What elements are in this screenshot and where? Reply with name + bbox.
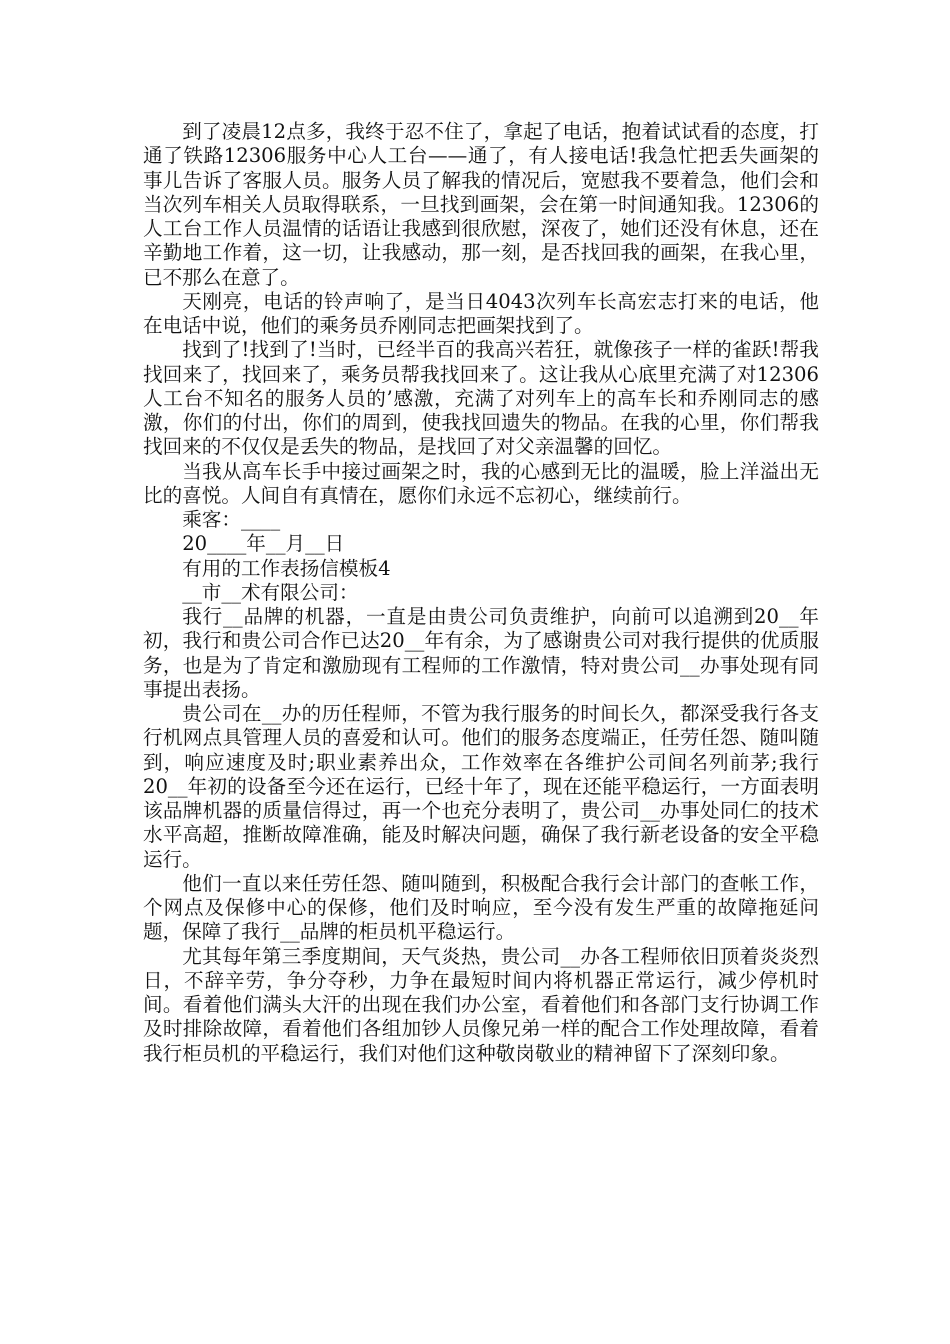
paragraph: 尤其每年第三季度期间，天气炎热，贵公司__办各工程师依旧顶着炎炎烈日，不辞辛劳，争分夺秒，力争在最短时间内将机器正常运行，减少停机时间。看着他们满头大汗的出现在我们办公室，看着他们和各部门支行协调工作及时排除故障，看着他们各组加钞人员像兄弟一样的配合工作处理故障，看着我行柜员机的平稳运行，我们对他们这种敬岗敬业的精神留下了深刻印象。	[143, 944, 819, 1065]
paragraph: 我行__品牌的机器，一直是由贵公司负责维护，向前可以追溯到20__年初，我行和贵公司合作已达20__年有余，为了感谢贵公司对我行提供的优质服务，也是为了肯定和激励现有工程师的工作激情，特对贵公司__办事处现有同事提出表扬。	[143, 605, 819, 701]
date-line: 20____年__月__日	[182, 532, 345, 556]
paragraph: 他们一直以来任劳任怨、随叫随到，积极配合我行会计部门的查帐工作，个网点及保修中心的保修，他们及时响应，至今没有发生严重的故障拖延问题，保障了我行__品牌的柜员机平稳运行。	[143, 871, 819, 944]
template-title: 有用的工作表扬信模板4	[182, 556, 391, 580]
paragraph: 找到了!找到了!当时，已经半百的我高兴若狂，就像孩子一样的雀跃!帮我找回来了，找回来了，乘务员帮我找回来了。这让我从心底里充满了对12306人工台不知名的服务人员的’感激，充满了对列车上的高车长和乔刚同志的感激，你们的付出，你们的周到，使我找回遗失的物品。在我的心里，你们帮我找回来的不仅仅是丢失的物品，是找回了对父亲温馨的回忆。	[143, 338, 819, 459]
salutation: __市__术有限公司：	[182, 580, 359, 604]
document-body	[143, 120, 819, 1066]
paragraph: 当我从高车长手中接过画架之时，我的心感到无比的温暖，脸上洋溢出无比的喜悦。人间自有真情在，愿你们永远不忘初心，继续前行。	[143, 459, 819, 507]
paragraph: 到了凌晨12点多，我终于忍不住了，拿起了电话，抱着试试看的态度，打通了铁路12306服务中心人工台——通了，有人接电话!我急忙把丢失画架的事儿告诉了客服人员。服务人员了解我的情况后，宽慰我不要着急，他们会和当次列车相关人员取得联系，一旦找到画架，会在第一时间通知我。12306的人工台工作人员温情的话语让我感到很欣慰，深夜了，她们还没有休息，还在辛勤地工作着，这一切，让我感动，那一刻，是否找回我的画架，在我心里，已不那么在意了。	[143, 120, 819, 289]
signature-line: 乘客：____	[182, 508, 281, 531]
paragraph: 贵公司在__办的历任程师，不管为我行服务的时间长久，都深受我行各支行机网点具管理人员的喜爱和认可。他们的服务态度端正，任劳任怨、随叫随到，响应速度及时;职业素养出众，工作效率在各维护公司间名列前茅;我行20__年初的设备至今还在运行，已经十年了，现在还能平稳运行，一方面表明该品牌机器的质量信得过，再一个也充分表明了，贵公司__办事处同仁的技术水平高超，推断故障准确，能及时解决问题，确保了我行新老设备的安全平稳运行。	[143, 702, 819, 871]
paragraph: 天刚亮，电话的铃声响了，是当日4043次列车长高宏志打来的电话，他在电话中说，他们的乘务员乔刚同志把画架找到了。	[143, 289, 819, 337]
